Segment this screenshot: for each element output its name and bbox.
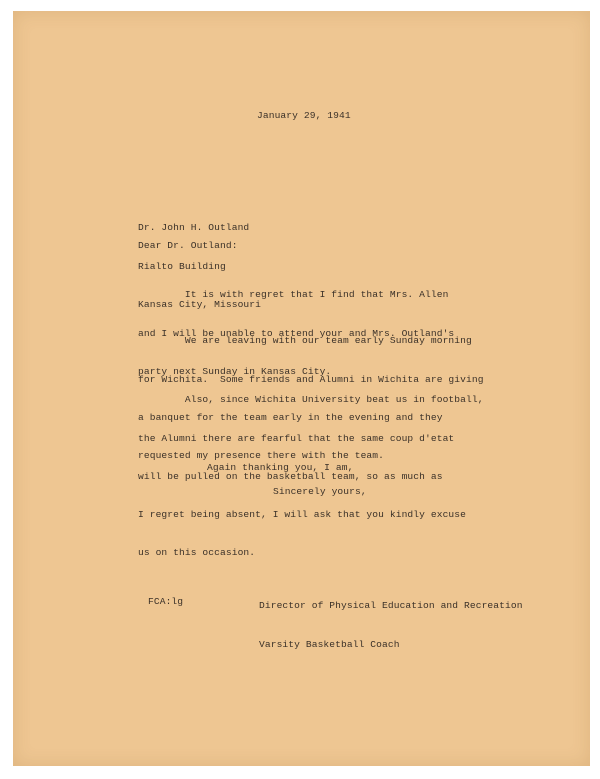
recipient-city: Kansas City, Missouri (138, 298, 262, 310)
paragraph-line: requested my presence there with the team. (138, 449, 385, 461)
paragraph-3 (138, 369, 484, 585)
recipient-building: Rialto Building (138, 260, 226, 272)
paragraph-line: We are leaving with our team early Sunday morning (138, 335, 472, 347)
letter-date: January 29, 1941 (257, 110, 351, 121)
paragraph-line: a banquet for the team early in the evening and they (138, 411, 443, 423)
paragraph-line: will be pulled on the basketball team, so as much as (138, 470, 443, 482)
paragraph-line: I regret being absent, I will ask that you kindly excuse (138, 508, 467, 520)
paragraph-line: It is with regret that I find that Mrs. Allen (138, 289, 449, 301)
paragraph-line: party next Sunday in Kansas City. (138, 365, 332, 377)
paragraph-line: for Wichita. Some friends and Alumni in Wichita are giving (138, 373, 484, 385)
salutation: Dear Dr. Outland: (138, 240, 238, 251)
paragraph-line: Also, since Wichita University beat us in football, (138, 394, 484, 406)
signer-title: Varsity Basketball Coach (259, 638, 400, 650)
complimentary-close: Sincerely yours, (273, 486, 367, 497)
signer-title: Director of Physical Education and Recreation (259, 600, 523, 612)
paragraph-line: us on this occasion. (138, 546, 256, 558)
reference-initials: FCA:lg (148, 596, 184, 607)
signature-block (259, 575, 523, 677)
paragraph-line: and I will be unable to attend your and Mrs. Outland's (138, 327, 455, 339)
paragraph-line: the Alumni there are fearful that the same coup d'etat (138, 432, 455, 444)
closing-thanks: Again thanking you, I am, (207, 462, 354, 473)
recipient-name: Dr. John H. Outland (138, 222, 250, 234)
